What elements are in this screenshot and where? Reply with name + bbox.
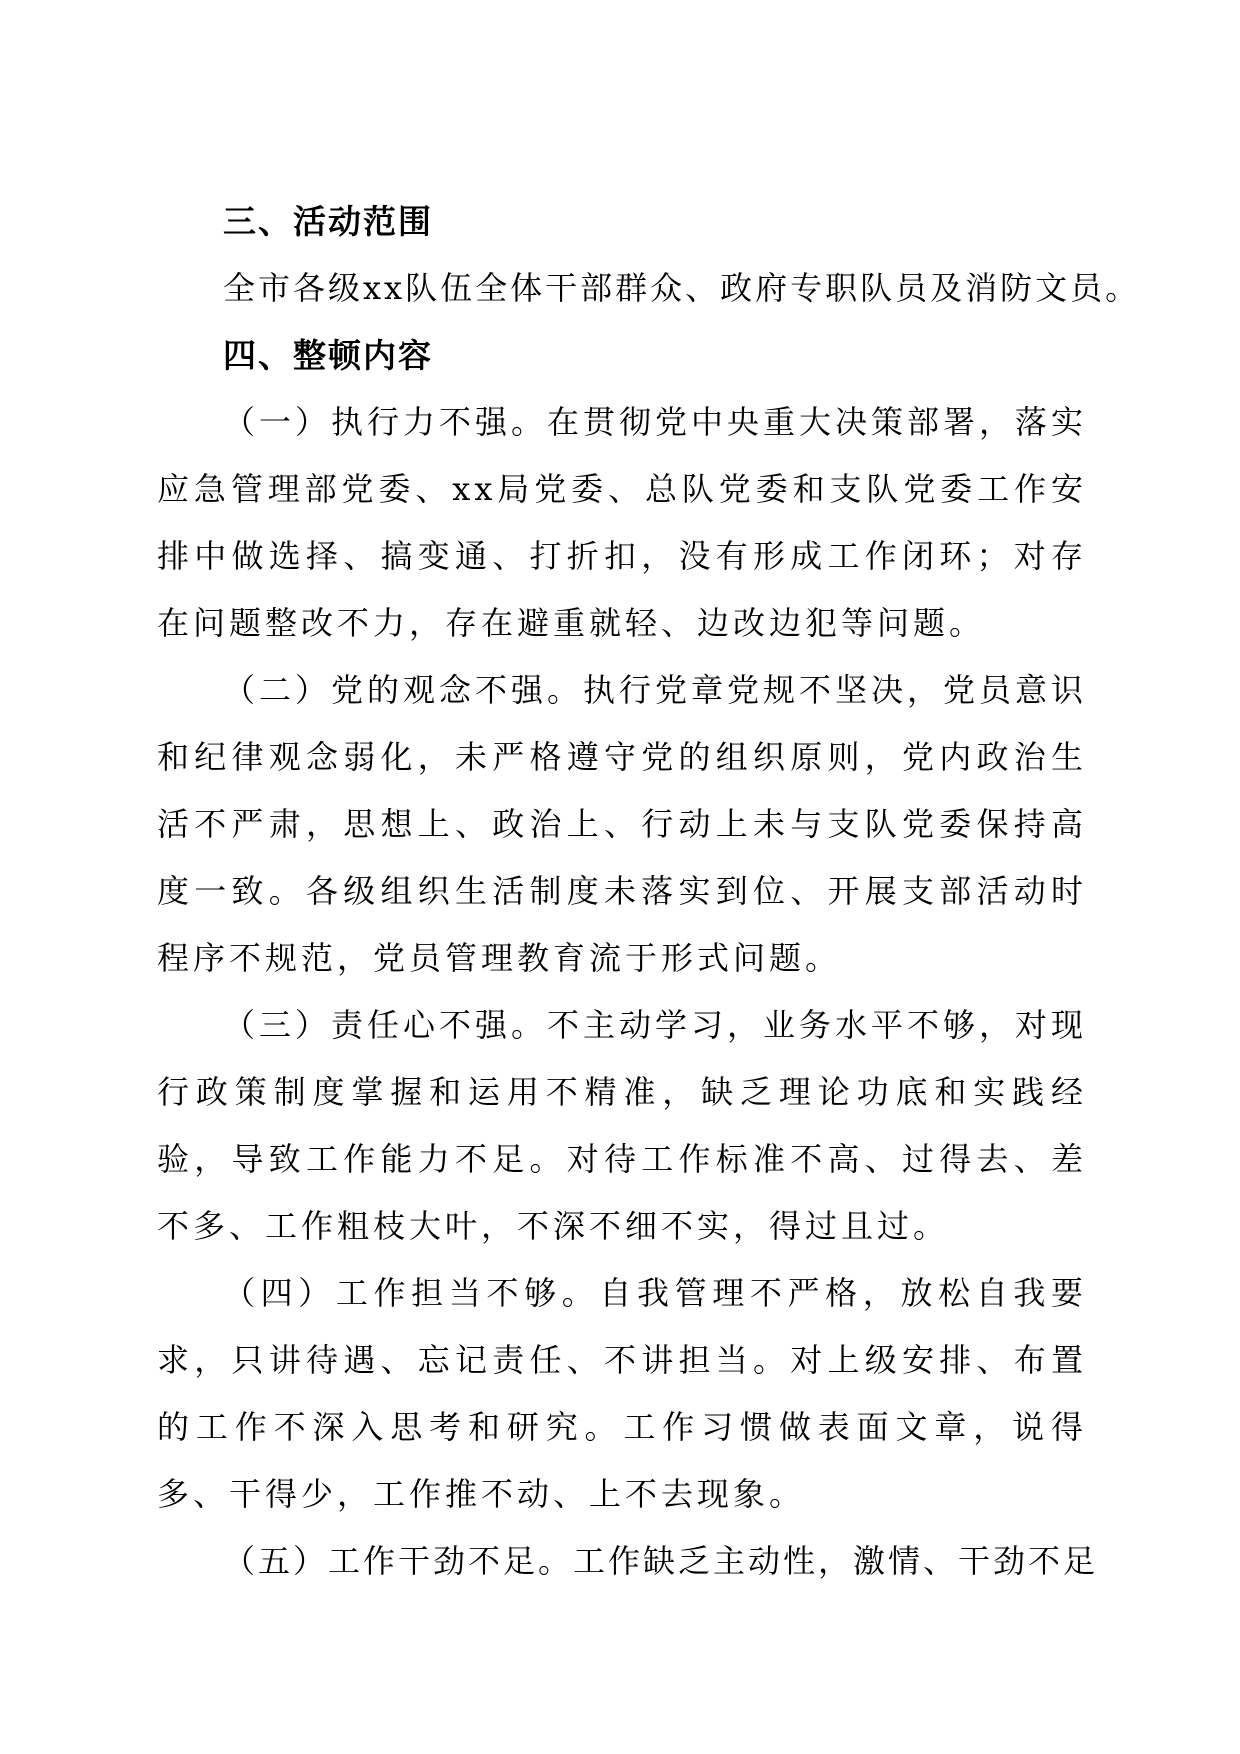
- content-paragraph-1: （一）执行力不强。在贯彻党中央重大决策部署，落实应急管理部党委、xx局党委、总队党委和支队党委工作安排中做选择、搞变通、打折扣，没有形成工作闭环；对存在问题整改不力，存在避重就轻、边改边犯等问题。: [157, 403, 1088, 642]
- content-paragraph-3: （三）责任心不强。不主动学习，业务水平不够，对现行政策制度掌握和运用不精准，缺乏理论功底和实践经验，导致工作能力不足。对待工作标准不高、过得去、差不多、工作粗枝大叶，不深不细不实，得过且过。: [157, 1006, 1088, 1245]
- section-heading-content: 四、整顿内容: [223, 336, 433, 375]
- section-heading-scope: 三、活动范围: [223, 202, 433, 241]
- content-paragraph-2: （二）党的观念不强。执行党章党规不坚决，党员意识和纪律观念弱化，未严格遵守党的组织原则，党内政治生活不严肃，思想上、政治上、行动上未与支队党委保持高度一致。各级组织生活制度未落实到位、开展支部活动时程序不规范，党员管理教育流于形式问题。: [157, 671, 1088, 977]
- content-paragraph-5: （五）工作干劲不足。工作缺乏主动性，激情、干劲不足: [223, 1542, 1099, 1580]
- content-paragraph-4: （四）工作担当不够。自我管理不严格，放松自我要求，只讲待遇、忘记责任、不讲担当。对上级安排、布置的工作不深入思考和研究。工作习惯做表面文章，说得多、干得少，工作推不动、上不去现象。: [157, 1274, 1087, 1513]
- scope-paragraph: 全市各级xx队伍全体干部群众、政府专职队员及消防文员。: [223, 269, 1141, 307]
- document-body: [157, 188, 1141, 1595]
